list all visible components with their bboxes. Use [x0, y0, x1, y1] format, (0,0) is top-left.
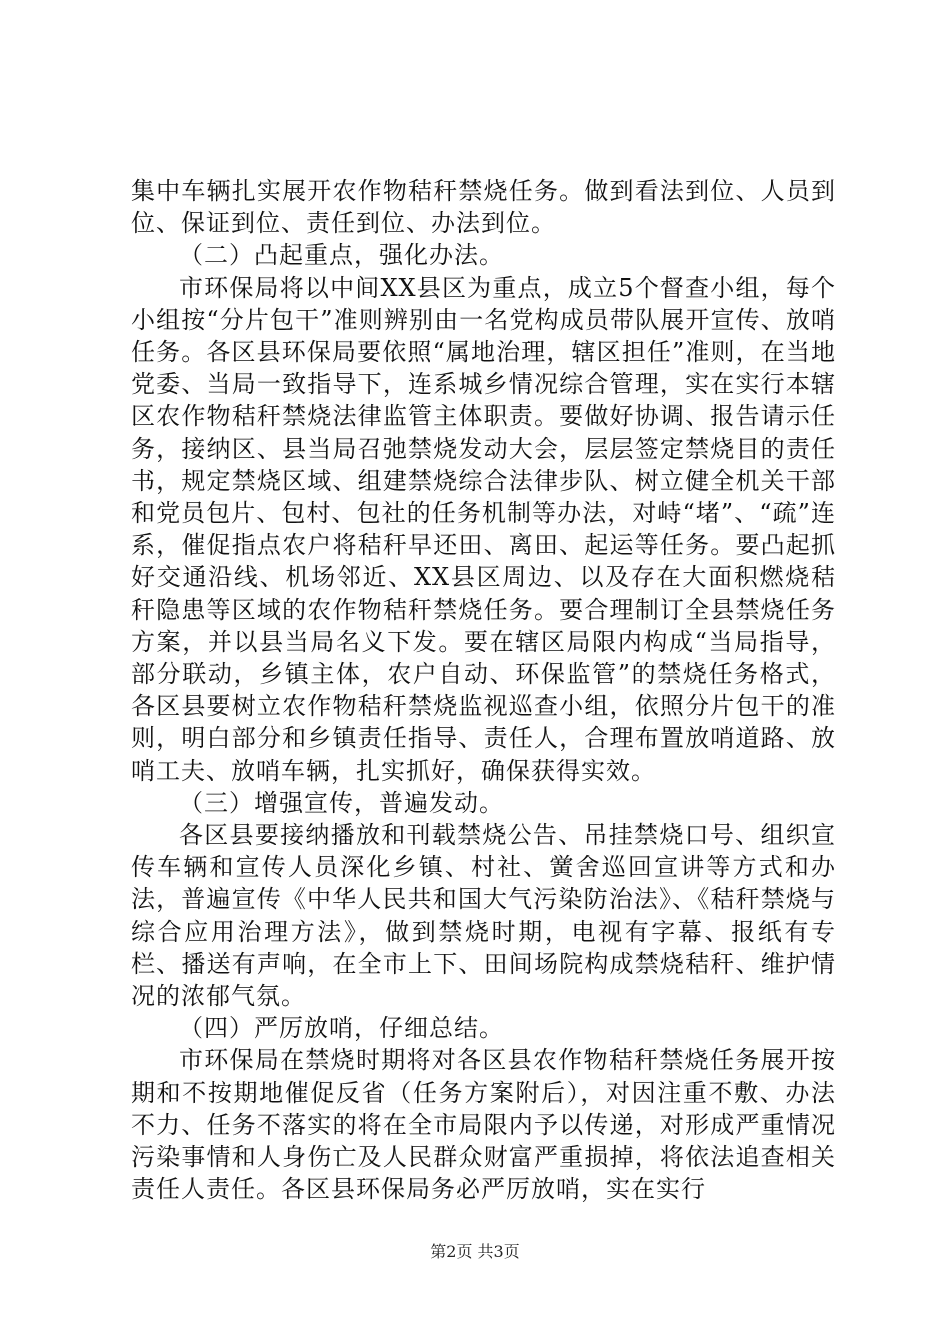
paragraph-publicity: 各区县要接纳播放和刊载禁烧公告、吊挂禁烧口号、组织宣传车辆和宣传人员深化乡镇、村社、黉舍巡回宣讲等方式和办法，普遍宣传《中华人民共和国大气污染防治法》、《秸秆禁烧与综合应用治理方法》，做到禁烧时期，电视有字幕、报纸有专栏、播送有声响，在全市上下、田间场院构成禁烧秸秆、维护情况的浓郁气氛。 [131, 821, 836, 1011]
page-number-footer: 第2页 共3页 [430, 1242, 520, 1261]
paragraph-continuation: 集中车辆扎实展开农作物秸秆禁烧任务。做到看法到位、人员到位、保证到位、责任到位、办法到位。 [131, 177, 836, 238]
paragraph-supervision: 市环保局将以中间XX县区为重点，成立5个督查小组，每个小组按“分片包干”准则辨别由一名党构成员带队展开宣传、放哨任务。各区县环保局要依照“属地治理，辖区担任”准则，在当地党委、当局一致指导下，连系城乡情况综合管理，实在实行本辖区农作物秸秆禁烧法律监管主体职责。要做好协调、报告请示任务，接纳区、县当局召弛禁烧发动大会，层层签定禁烧目的责任书，规定禁烧区域、组建禁烧综合法律步队、树立健全机关干部和党员包片、包村、包社的任务机制等办法，对峙“堵”、“疏”连系，催促指点农户将秸秆早还田、离田、起运等任务。要凸起抓好交通沿线、机场邻近、XX县区周边、以及存在大面积燃烧秸秆隐患等区域的农作物秸秆禁烧任务。要合理制订全县禁烧任务方案，并以县当局名义下发。要在辖区局限内构成“当局指导，部分联动，乡镇主体，农户自动、环保监管”的禁烧任务格式，各区县要树立农作物秸秆禁烧监视巡查小组，依照分片包干的准则，明白部分和乡镇责任指导、责任人，合理布置放哨道路、放哨工夫、放哨车辆，扎实抓好，确保获得实效。 [131, 273, 836, 785]
section-heading-4: （四）严厉放哨，仔细总结。 [179, 1014, 504, 1043]
section-heading-3: （三）增强宣传，普遍发动。 [179, 788, 504, 817]
section-heading-2: （二）凸起重点，强化办法。 [179, 241, 504, 270]
document-body [131, 175, 836, 1206]
paragraph-inspection: 市环保局在禁烧时期将对各区县农作物秸秆禁烧任务展开按期和不按期地催促反省（任务方案附后），对因注重不敷、办法不力、任务不落实的将在全市局限内予以传递，对形成严重情况污染事情和人身伤亡及人民群众财富严重损掉，将依法追查相关责任人责任。各区县环保局务必严厉放哨，实在实行 [131, 1046, 836, 1204]
